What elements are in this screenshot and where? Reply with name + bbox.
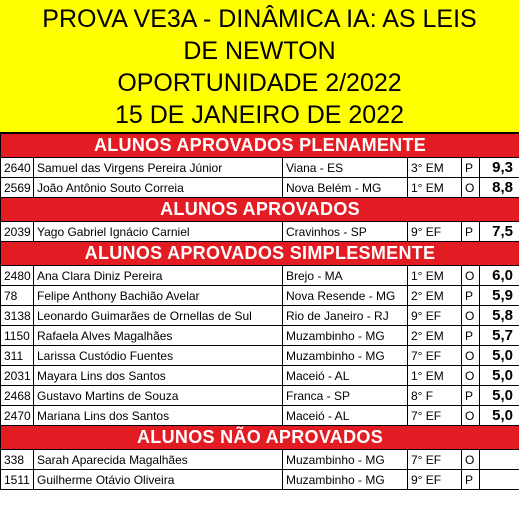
city-cell: Maceió - AL	[283, 406, 408, 426]
student-name-cell: Ana Clara Diniz Pereira	[34, 266, 283, 286]
flag-cell: O	[462, 346, 480, 366]
level-cell: 9° EF	[408, 306, 462, 326]
city-cell: Muzambinho - MG	[283, 346, 408, 366]
level-cell: 8° F	[408, 386, 462, 406]
table-row	[1, 306, 519, 326]
flag-cell: P	[462, 470, 480, 490]
student-id-cell: 78	[1, 286, 34, 306]
flag-cell: P	[462, 326, 480, 346]
city-cell: Brejo - MA	[283, 266, 408, 286]
section-header-row	[1, 134, 519, 158]
student-id-cell: 2468	[1, 386, 34, 406]
results-table-body	[1, 134, 519, 490]
flag-cell: P	[462, 222, 480, 242]
student-name-cell: Rafaela Alves Magalhães	[34, 326, 283, 346]
city-cell: Viana - ES	[283, 158, 408, 178]
section-header-row	[1, 426, 519, 450]
grade-cell: 8,8	[480, 178, 519, 198]
grade-cell	[480, 470, 519, 490]
table-row	[1, 406, 519, 426]
student-name-cell: Guilherme Otávio Oliveira	[34, 470, 283, 490]
student-name-cell: Mayara Lins dos Santos	[34, 366, 283, 386]
level-cell: 2° EM	[408, 286, 462, 306]
grade-cell: 5,0	[480, 406, 519, 426]
title-line-4: 15 DE JANEIRO DE 2022	[114, 101, 404, 129]
level-cell: 3° EM	[408, 158, 462, 178]
level-cell: 7° EF	[408, 406, 462, 426]
grade-cell: 5,0	[480, 366, 519, 386]
section-title: ALUNOS APROVADOS	[1, 198, 519, 222]
table-row	[1, 286, 519, 306]
student-id-cell: 2031	[1, 366, 34, 386]
title-line-2: DE NEWTON	[183, 37, 336, 65]
city-cell: Muzambinho - MG	[283, 470, 408, 490]
grade-cell: 5,0	[480, 346, 519, 366]
level-cell: 9° EF	[408, 222, 462, 242]
student-name-cell: Gustavo Martins de Souza	[34, 386, 283, 406]
table-row	[1, 266, 519, 286]
section-title: ALUNOS APROVADOS PLENAMENTE	[1, 134, 519, 158]
grade-cell: 5,7	[480, 326, 519, 346]
table-row	[1, 158, 519, 178]
level-cell: 1° EM	[408, 266, 462, 286]
student-id-cell: 3138	[1, 306, 34, 326]
student-id-cell: 338	[1, 450, 34, 470]
level-cell: 2° EM	[408, 326, 462, 346]
city-cell: Cravinhos - SP	[283, 222, 408, 242]
section-header-row	[1, 242, 519, 266]
grade-cell: 5,8	[480, 306, 519, 326]
level-cell: 9° EF	[408, 470, 462, 490]
level-cell: 1° EM	[408, 178, 462, 198]
table-row	[1, 222, 519, 242]
student-name-cell: João Antônio Souto Correia	[34, 178, 283, 198]
title-line-1: PROVA VE3A - DINÂMICA IA: AS LEIS	[42, 5, 477, 33]
grade-cell	[480, 450, 519, 470]
flag-cell: P	[462, 386, 480, 406]
flag-cell: O	[462, 366, 480, 386]
table-row	[1, 366, 519, 386]
table-row	[1, 386, 519, 406]
section-header-row	[1, 198, 519, 222]
section-title: ALUNOS APROVADOS SIMPLESMENTE	[1, 242, 519, 266]
flag-cell: O	[462, 406, 480, 426]
table-row	[1, 326, 519, 346]
level-cell: 1° EM	[408, 366, 462, 386]
city-cell: Muzambinho - MG	[283, 450, 408, 470]
grade-cell: 5,0	[480, 386, 519, 406]
student-name-cell: Samuel das Virgens Pereira Júnior	[34, 158, 283, 178]
results-table	[0, 133, 519, 490]
city-cell: Nova Resende - MG	[283, 286, 408, 306]
table-row	[1, 450, 519, 470]
flag-cell: O	[462, 306, 480, 326]
grade-cell: 7,5	[480, 222, 519, 242]
student-name-cell: Mariana Lins dos Santos	[34, 406, 283, 426]
student-id-cell: 1511	[1, 470, 34, 490]
student-id-cell: 2470	[1, 406, 34, 426]
city-cell: Rio de Janeiro - RJ	[283, 306, 408, 326]
student-id-cell: 311	[1, 346, 34, 366]
student-name-cell: Leonardo Guimarães de Ornellas de Sul	[34, 306, 283, 326]
table-row	[1, 470, 519, 490]
city-cell: Muzambinho - MG	[283, 326, 408, 346]
flag-cell: O	[462, 178, 480, 198]
header-banner	[0, 0, 519, 133]
city-cell: Franca - SP	[283, 386, 408, 406]
table-row	[1, 178, 519, 198]
level-cell: 7° EF	[408, 450, 462, 470]
section-title: ALUNOS NÃO APROVADOS	[1, 426, 519, 450]
student-id-cell: 1150	[1, 326, 34, 346]
flag-cell: P	[462, 158, 480, 178]
grade-cell: 5,9	[480, 286, 519, 306]
student-name-cell: Larissa Custódio Fuentes	[34, 346, 283, 366]
level-cell: 7° EF	[408, 346, 462, 366]
table-row	[1, 346, 519, 366]
flag-cell: P	[462, 286, 480, 306]
student-id-cell: 2640	[1, 158, 34, 178]
student-id-cell: 2480	[1, 266, 34, 286]
student-name-cell: Felipe Anthony Bachião Avelar	[34, 286, 283, 306]
student-id-cell: 2039	[1, 222, 34, 242]
student-id-cell: 2569	[1, 178, 34, 198]
city-cell: Maceió - AL	[283, 366, 408, 386]
student-name-cell: Sarah Aparecida Magalhães	[34, 450, 283, 470]
flag-cell: O	[462, 450, 480, 470]
flag-cell: O	[462, 266, 480, 286]
city-cell: Nova Belém - MG	[283, 178, 408, 198]
title-line-3: OPORTUNIDADE 2/2022	[117, 69, 402, 97]
student-name-cell: Yago Gabriel Ignácio Carniel	[34, 222, 283, 242]
grade-cell: 6,0	[480, 266, 519, 286]
grade-cell: 9,3	[480, 158, 519, 178]
